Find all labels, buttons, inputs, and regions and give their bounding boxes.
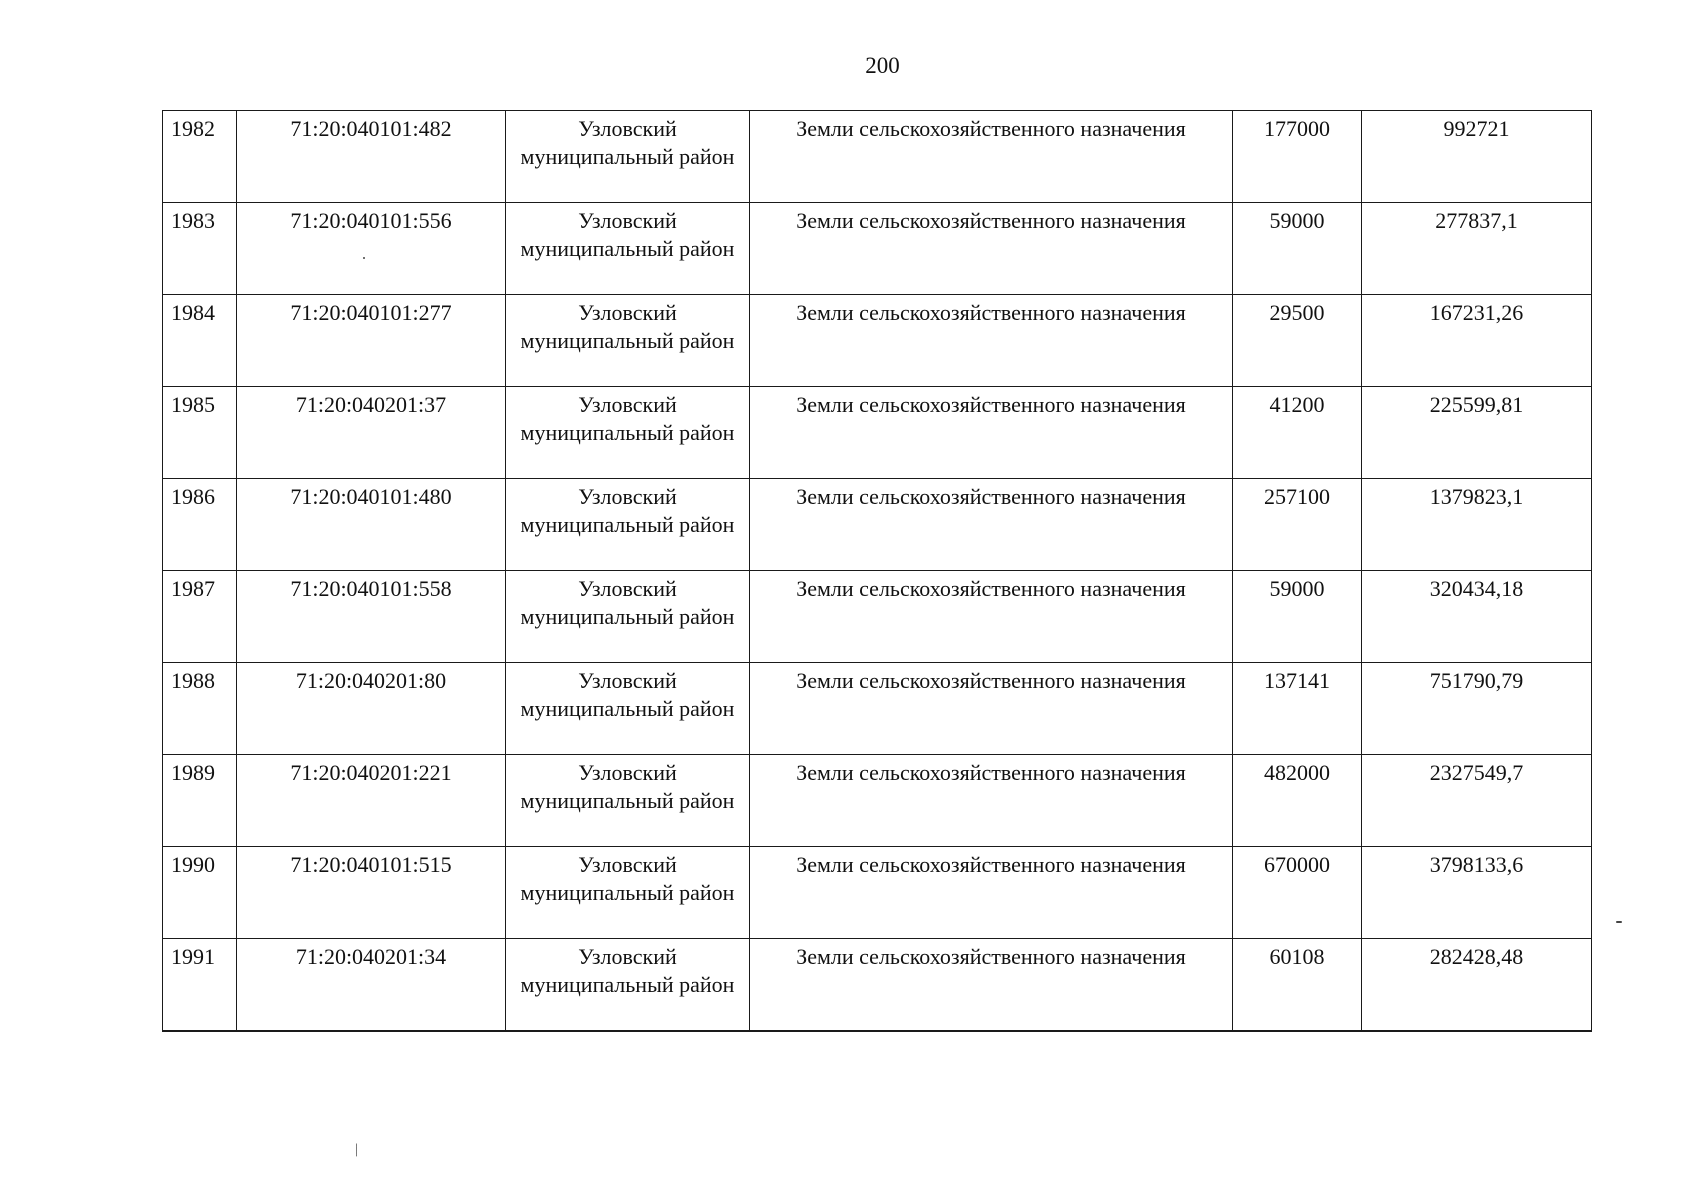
cadastral-number-cell: 71:20:040201:37: [237, 387, 506, 479]
district-cell: Узловский муниципальный район: [506, 847, 750, 939]
district-cell: Узловский муниципальный район: [506, 755, 750, 847]
table-row: [163, 847, 1592, 939]
cadastral-value-cell: 167231,26: [1362, 295, 1592, 387]
row-number-cell: 1986: [163, 479, 237, 571]
table-row: [163, 755, 1592, 847]
area-cell: 59000: [1233, 571, 1362, 663]
cadastral-value-cell: 282428,48: [1362, 939, 1592, 1031]
district-cell: Узловский муниципальный район: [506, 939, 750, 1031]
table-row: [163, 295, 1592, 387]
area-cell: 41200: [1233, 387, 1362, 479]
district-cell: Узловский муниципальный район: [506, 479, 750, 571]
table-row: [163, 111, 1592, 203]
land-category-cell: Земли сельскохозяйственного назначения: [750, 479, 1233, 571]
row-number-cell: 1983: [163, 203, 237, 295]
district-cell: Узловский муниципальный район: [506, 663, 750, 755]
cadastral-value-cell: 1379823,1: [1362, 479, 1592, 571]
cadastral-value-cell: 320434,18: [1362, 571, 1592, 663]
area-cell: 177000: [1233, 111, 1362, 203]
scan-speck: [1616, 921, 1622, 923]
land-category-cell: Земли сельскохозяйственного назначения: [750, 663, 1233, 755]
district-cell: Узловский муниципальный район: [506, 111, 750, 203]
cadastral-value-cell: 2327549,7: [1362, 755, 1592, 847]
land-plots-table: [162, 110, 1592, 1032]
land-category-cell: Земли сельскохозяйственного назначения: [750, 755, 1233, 847]
cadastral-value-cell: 3798133,6: [1362, 847, 1592, 939]
area-cell: 137141: [1233, 663, 1362, 755]
row-number-cell: 1982: [163, 111, 237, 203]
cadastral-number-cell: 71:20:040201:34: [237, 939, 506, 1031]
row-number-cell: 1991: [163, 939, 237, 1031]
cadastral-value-cell: 751790,79: [1362, 663, 1592, 755]
table-row: [163, 663, 1592, 755]
area-cell: 482000: [1233, 755, 1362, 847]
row-number-cell: 1990: [163, 847, 237, 939]
scan-mark: ⁄: [351, 1142, 364, 1159]
area-cell: 59000: [1233, 203, 1362, 295]
district-cell: Узловский муниципальный район: [506, 387, 750, 479]
table-row: [163, 479, 1592, 571]
cadastral-number-cell: 71:20:040101:480: [237, 479, 506, 571]
land-category-cell: Земли сельскохозяйственного назначения: [750, 939, 1233, 1031]
cadastral-value-cell: 277837,1: [1362, 203, 1592, 295]
cadastral-number-cell: 71:20:040101:515: [237, 847, 506, 939]
cadastral-number-cell: 71:20:040101:558: [237, 571, 506, 663]
page-number: 200: [865, 53, 900, 78]
land-category-cell: Земли сельскохозяйственного назначения: [750, 111, 1233, 203]
cadastral-value-cell: 992721: [1362, 111, 1592, 203]
cadastral-value-cell: 225599,81: [1362, 387, 1592, 479]
row-number-cell: 1988: [163, 663, 237, 755]
scan-speck: [363, 257, 365, 259]
row-number-cell: 1984: [163, 295, 237, 387]
row-number-cell: 1989: [163, 755, 237, 847]
cadastral-number-cell: 71:20:040101:277: [237, 295, 506, 387]
table-row: [163, 571, 1592, 663]
table-row: [163, 387, 1592, 479]
row-number-cell: 1987: [163, 571, 237, 663]
area-cell: 60108: [1233, 939, 1362, 1031]
land-category-cell: Земли сельскохозяйственного назначения: [750, 203, 1233, 295]
cadastral-number-cell: 71:20:040101:482: [237, 111, 506, 203]
row-number-cell: 1985: [163, 387, 237, 479]
land-category-cell: Земли сельскохозяйственного назначения: [750, 571, 1233, 663]
area-cell: 257100: [1233, 479, 1362, 571]
cadastral-number-cell: 71:20:040101:556: [237, 203, 506, 295]
land-category-cell: Земли сельскохозяйственного назначения: [750, 847, 1233, 939]
cadastral-number-cell: 71:20:040201:80: [237, 663, 506, 755]
district-cell: Узловский муниципальный район: [506, 571, 750, 663]
land-category-cell: Земли сельскохозяйственного назначения: [750, 387, 1233, 479]
table-row: [163, 939, 1592, 1031]
land-category-cell: Земли сельскохозяйственного назначения: [750, 295, 1233, 387]
district-cell: Узловский муниципальный район: [506, 203, 750, 295]
area-cell: 29500: [1233, 295, 1362, 387]
table-row: [163, 203, 1592, 295]
district-cell: Узловский муниципальный район: [506, 295, 750, 387]
area-cell: 670000: [1233, 847, 1362, 939]
cadastral-number-cell: 71:20:040201:221: [237, 755, 506, 847]
